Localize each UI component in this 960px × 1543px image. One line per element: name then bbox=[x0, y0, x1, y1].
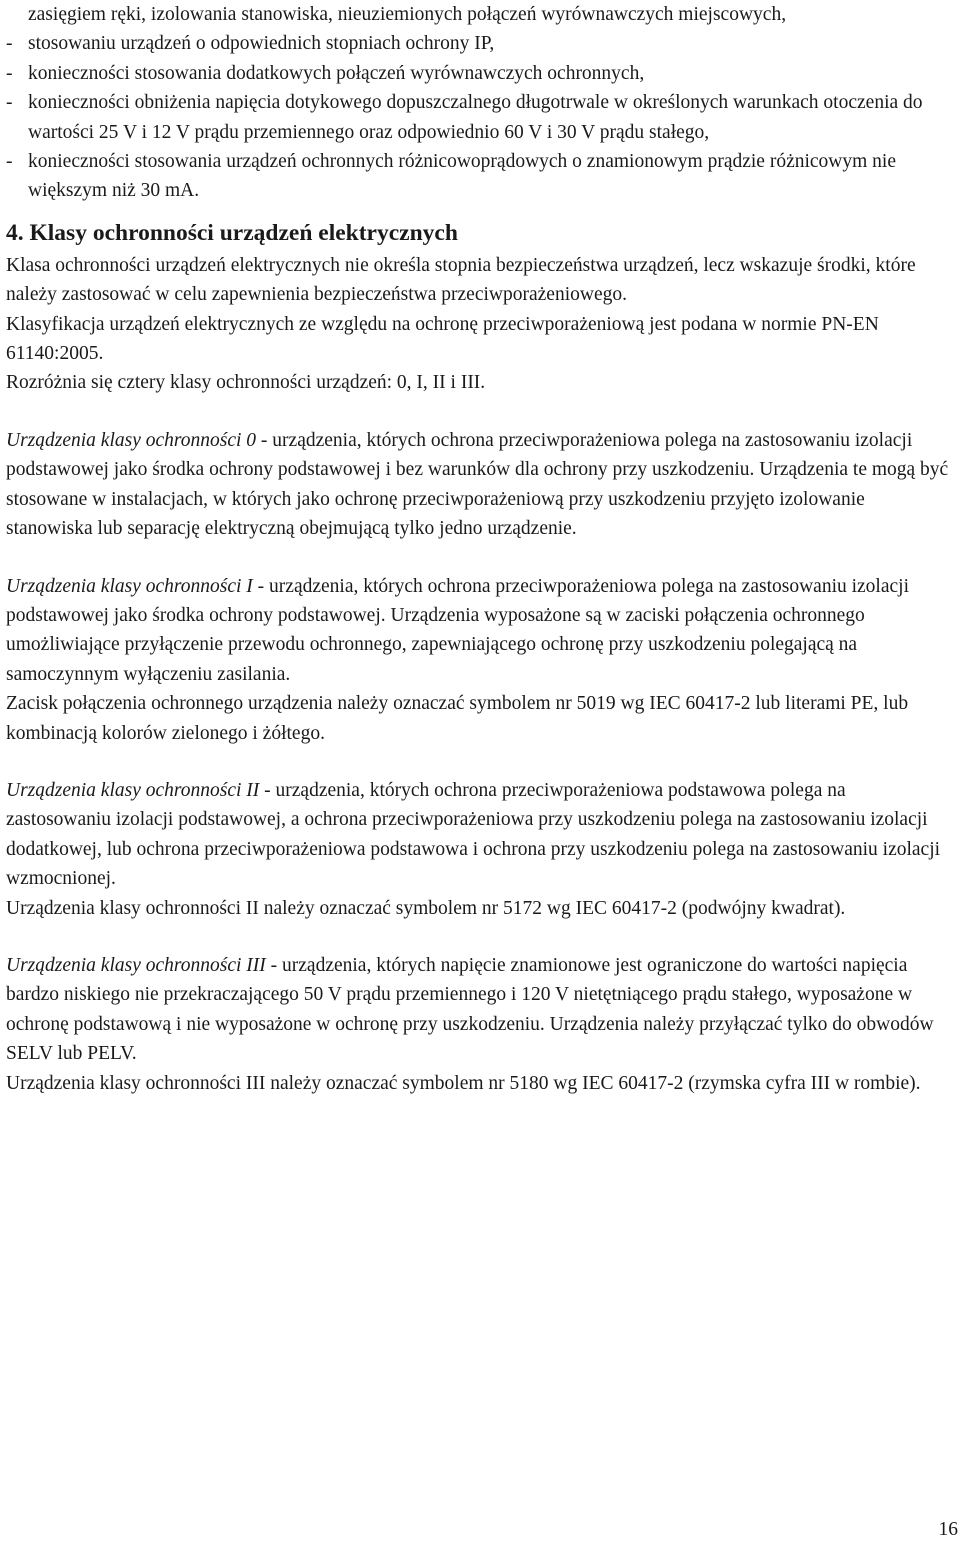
class-3-term: Urządzenia klasy ochronności III bbox=[6, 954, 266, 976]
dash-marker: - bbox=[6, 92, 13, 114]
class-0-text: - urządzenia, których ochrona przeciwporażeniowa polega na zastosowaniu izolacji podstawowej jako środka ochrony podstawowej i bez warunków dla ochrony przy uszkodzeniu. Urządzenia te mogą być stosowane w instalacjach, w których jako ochronę przeciwporażeniową przy uszkodzeniu przyjęto izolowanie stanowiska lub separację elektryczną obejmującą tylko jedno urządzenie. bbox=[6, 429, 949, 540]
page-number: 16 bbox=[938, 1519, 958, 1540]
list-item bbox=[6, 29, 954, 58]
list-item bbox=[6, 88, 954, 147]
class-1-text: - urządzenia, których ochrona przeciwporażeniowa polega na zastosowaniu izolacji podstawowej jako środka ochrony podstawowej. Urządzenia wyposażone są w zaciski połączenia ochronnego umożliwiające przyłączenie przewodu ochronnego, zapewniającego ochronę przy uszkodzeniu polegającą na samoczynnym wyłączeniu zasilania. bbox=[6, 575, 909, 685]
paragraph-four-classes: Rozróżnia się cztery klasy ochronności urządzeń: 0, I, II i III. bbox=[6, 372, 486, 394]
class-2-term: Urządzenia klasy ochronności II bbox=[6, 779, 260, 801]
paragraph-class-definition: Klasa ochronności urządzeń elektrycznych nie określa stopnia bezpieczeństwa urządzeń, lecz wskazuje środki, które należy zastosować w celu zapewnienia bezpieczeństwa przeciwporażeniowego. bbox=[6, 254, 916, 306]
class-1-note: Zacisk połączenia ochronnego urządzenia należy oznaczać symbolem nr 5019 wg IEC 60417-2 lub literami PE, lub kombinacją kolorów zielonego i żółtego. bbox=[6, 693, 909, 744]
list-item-text: konieczności obniżenia napięcia dotykowego dopuszczalnego długotrwale w określonych warunkach otoczenia do wartości 25 V i 12 V prądu przemiennego oraz odpowiednio 60 V i 30 V prądu stałego, bbox=[28, 92, 923, 143]
paragraph-class-0 bbox=[6, 426, 954, 544]
paragraph-class-1 bbox=[6, 572, 954, 690]
list-item-text: stosowaniu urządzeń o odpowiednich stopniach ochrony IP, bbox=[28, 33, 495, 55]
class-2-text: - urządzenia, których ochrona przeciwporażeniowa podstawowa polega na zastosowaniu izolacji podstawowej, a ochrona przeciwporażeniowa przy uszkodzeniu polega na zastosowaniu izolacji dodatkowej, lub ochrona przeciwporażeniowa podstawowa i ochrona przy uszkodzeniu polega na zastosowaniu izolacji wzmocnionej. bbox=[6, 779, 941, 890]
list-item bbox=[6, 147, 954, 206]
class-1-term: Urządzenia klasy ochronności I bbox=[6, 575, 253, 597]
dash-marker: - bbox=[6, 33, 13, 55]
paragraph-class-2 bbox=[6, 776, 954, 894]
class-2-note: Urządzenia klasy ochronności II należy oznaczać symbolem nr 5172 wg IEC 60417-2 (podwójny kwadrat). bbox=[6, 897, 846, 919]
document-page bbox=[6, 0, 954, 1098]
list-item-text: konieczności stosowania dodatkowych połączeń wyrównawczych ochronnych, bbox=[28, 62, 645, 84]
list-item bbox=[6, 59, 954, 88]
requirements-list bbox=[6, 29, 954, 205]
list-item-text: konieczności stosowania urządzeń ochronnych różnicowoprądowych o znamionowym prądzie różnicowym nie większym niż 30 mA. bbox=[28, 151, 896, 202]
intro-continuation: zasięgiem ręki, izolowania stanowiska, nieuziemionych połączeń wyrównawczych miejscowych, bbox=[28, 4, 787, 25]
class-3-note: Urządzenia klasy ochronności III należy oznaczać symbolem nr 5180 wg IEC 60417-2 (rzymska cyfra III w rombie). bbox=[6, 1072, 921, 1094]
section-heading: 4. Klasy ochronności urządzeń elektrycznych bbox=[6, 219, 458, 246]
dash-marker: - bbox=[6, 151, 13, 173]
paragraph-class-3 bbox=[6, 951, 954, 1069]
dash-marker: - bbox=[6, 62, 13, 84]
paragraph-classification-norm: Klasyfikacja urządzeń elektrycznych ze względu na ochronę przeciwporażeniową jest podana w normie PN-EN 61140:2005. bbox=[6, 313, 879, 365]
class-0-term: Urządzenia klasy ochronności 0 bbox=[6, 429, 257, 451]
class-3-text: - urządzenia, których napięcie znamionowe jest ograniczone do wartości napięcia bardzo niskiego nie przekraczającego 50 V prądu przemiennego i 120 V nietętniącego prądu stałego, wyposażone w ochronę podstawową i nie wyposażone w ochronę przy uszkodzeniu. Urządzenia należy przyłączać tylko do obwodów SELV lub PELV. bbox=[6, 954, 934, 1065]
